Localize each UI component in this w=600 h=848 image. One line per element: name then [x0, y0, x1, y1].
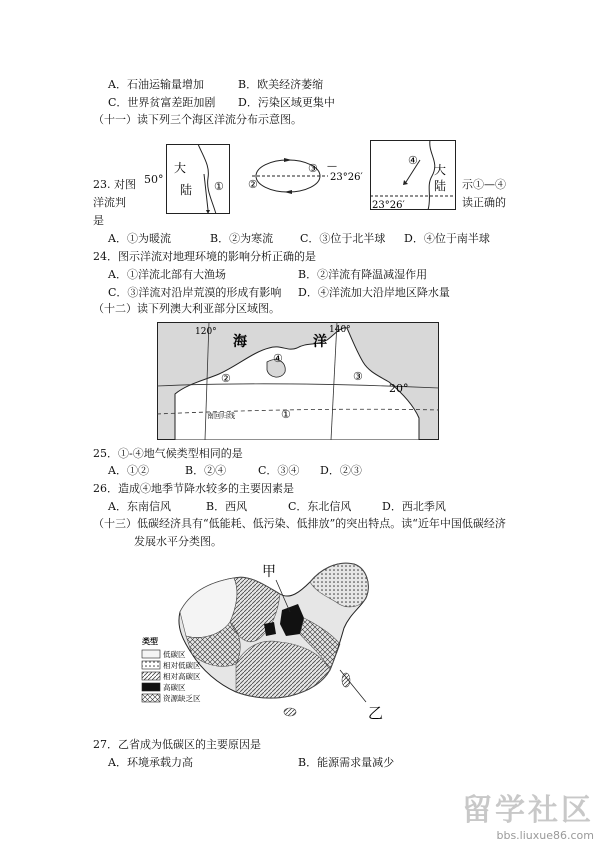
- fig-c-marker: ④: [408, 154, 418, 167]
- label-jia: 甲: [262, 564, 276, 580]
- q26-option-a: A．东南信风: [108, 500, 171, 513]
- legend-title: 类型: [142, 636, 158, 646]
- section-13-line-1: （十三）低碳经济具有“低能耗、低污染、低排放”的突出特点。读“近年中国低碳经济: [93, 517, 506, 530]
- q26-option-b: B．西风: [206, 500, 248, 513]
- fig-c-land-char-2: 陆: [434, 179, 447, 193]
- q23-option-b: B．②为寒流: [210, 232, 274, 245]
- legend-item-1: 相对低碳区: [163, 661, 201, 670]
- q26-option-d: D．西北季风: [382, 500, 446, 513]
- q27-stem: 27．乙省成为低碳区的主要原因是: [93, 738, 261, 751]
- q26-stem: 26．造成④地季节降水较多的主要因素是: [93, 482, 294, 495]
- map-marker-1: ①: [281, 408, 291, 421]
- q25-stem: 25．①-④地气候类型相同的是: [93, 447, 243, 460]
- legend-item-3: 高碳区: [163, 683, 186, 692]
- longitude-label-140: 140°: [329, 325, 351, 335]
- q27-option-a: A．环境承载力高: [108, 756, 193, 769]
- q22-option-a: A．石油运输量增加: [108, 78, 204, 91]
- map-sea-char-1: 海: [233, 334, 247, 350]
- q23-stem-line-1: 23. 对图: [93, 178, 136, 191]
- fig-a-land-char-2: 陆: [180, 183, 193, 197]
- fig-c-latitude: 23°26′: [372, 200, 405, 210]
- ocean-current-figure-b: [246, 152, 366, 202]
- map-marker-4: ④: [273, 352, 283, 365]
- q23-option-a: A．①为暖流: [108, 232, 171, 245]
- q25-option-c: C．③④: [258, 464, 300, 477]
- q25-option-d: D．②③: [320, 464, 362, 477]
- q22-option-c: C．世界贫富差距加剧: [108, 96, 216, 109]
- fig-a-latitude: 50°: [144, 173, 164, 186]
- fig-b-dash: —: [327, 161, 337, 172]
- q24-option-a: A．①洋流北部有大渔场: [108, 268, 226, 281]
- watermark-logo: 留学社区: [462, 793, 594, 828]
- q27-option-b: B．能源需求量减少: [298, 756, 395, 769]
- q24-stem: 24．图示洋流对地理环境的影响分析正确的是: [93, 250, 316, 263]
- q24-option-d: D．④洋流加大沿岸地区降水量: [298, 286, 450, 299]
- map-tropic-label: 南回归线: [207, 412, 235, 420]
- q23-stem-right-1: 示①—④: [462, 178, 506, 191]
- australia-region-map: [157, 322, 439, 440]
- china-low-carbon-map: [140, 552, 402, 730]
- q22-option-b: B．欧美经济萎缩: [238, 78, 324, 91]
- q23-option-c: C．③位于北半球: [300, 232, 386, 245]
- map-marker-2: ②: [221, 372, 231, 385]
- fig-b-marker-2: ②: [248, 178, 258, 191]
- watermark-url: bbs.liuxue86.com: [496, 829, 594, 842]
- legend-item-0: 低碳区: [163, 650, 186, 659]
- map-sea-char-2: 洋: [313, 334, 327, 350]
- q23-option-d: D．④位于南半球: [404, 232, 490, 245]
- q22-option-d: D．污染区域更集中: [238, 96, 335, 109]
- map-latitude-label: 20°: [389, 382, 409, 395]
- fig-a-land-char-1: 大: [174, 161, 187, 175]
- fig-b-marker-3: ③: [308, 162, 318, 175]
- q25-option-b: B．②④: [185, 464, 227, 477]
- q24-option-c: C．③洋流对沿岸荒漠的形成有影响: [108, 286, 282, 299]
- q23-stem-right-2: 读正确的: [462, 196, 506, 209]
- fig-a-marker: ①: [214, 180, 224, 193]
- watermark: [462, 785, 594, 842]
- section-11-title: （十一）读下列三个海区洋流分布示意图。: [93, 113, 302, 126]
- ocean-current-figure-c: [370, 140, 456, 210]
- label-yi: 乙: [368, 704, 384, 722]
- q23-stem-line-3: 是: [93, 214, 104, 227]
- section-13-line-2: 发展水平分类图。: [134, 535, 222, 548]
- longitude-label-120: 120°: [195, 327, 217, 337]
- legend-item-2: 相对高碳区: [163, 672, 201, 681]
- q24-option-b: B．②洋流有降温减湿作用: [298, 268, 428, 281]
- q25-option-a: A．①②: [108, 464, 149, 477]
- section-12-title: （十二）读下列澳大利亚部分区域图。: [93, 302, 280, 315]
- q23-stem-line-2: 洋流判: [93, 196, 126, 209]
- ocean-current-figure-a: [166, 144, 230, 214]
- fig-c-land-char-1: 大: [434, 163, 447, 177]
- fig-b-latitude: 23°26′: [330, 172, 363, 183]
- q26-option-c: C．东北信风: [288, 500, 352, 513]
- map-marker-3: ③: [353, 370, 363, 383]
- legend-item-4: 资源缺乏区: [163, 694, 201, 703]
